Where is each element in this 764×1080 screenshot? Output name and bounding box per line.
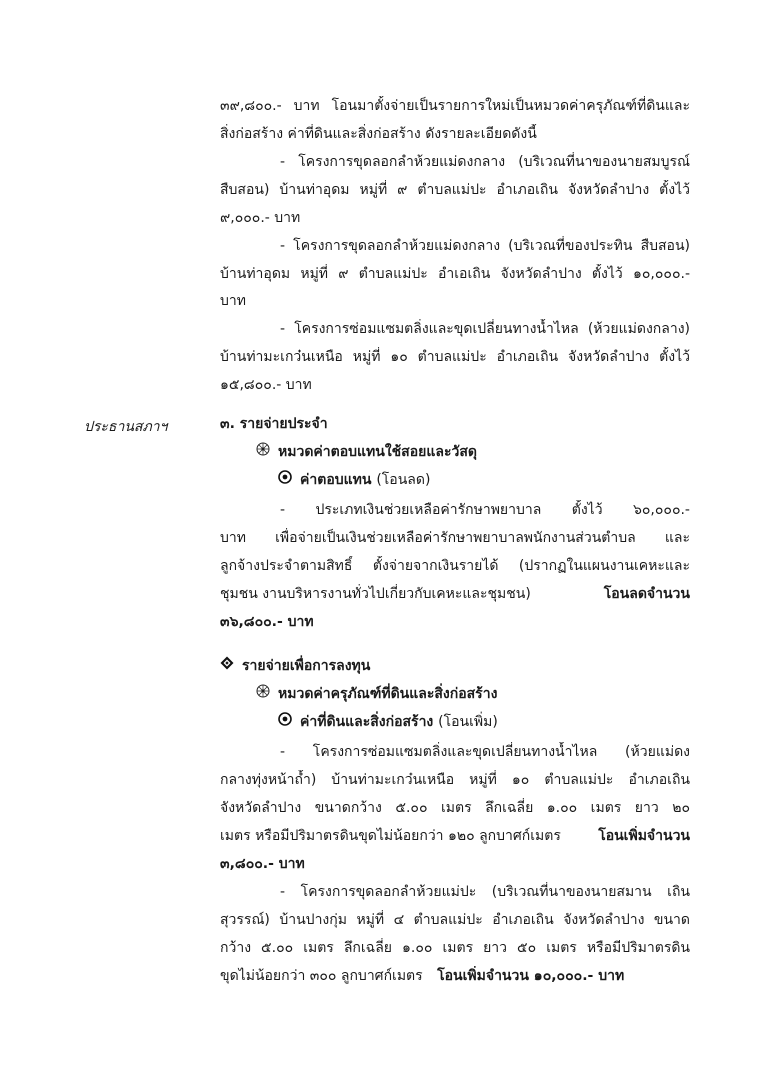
text-line: - โครงการซ่อมแซมตลิ่งและขุดเปลี่ยนทางน้ำไหล (ห้วยแม่ดง bbox=[280, 744, 690, 760]
category-heading bbox=[256, 442, 477, 462]
text-line: ๓๙,๘๐๐.- บาท โอนมาตั้งจ่ายเป็นรายการใหม่เป็นหมวดค่าครุภัณฑ์ที่ดินและ bbox=[220, 98, 690, 114]
text-line: - ประเภทเงินช่วยเหลือค่ารักษาพยาบาล ตั้งไว้ ๖๐,๐๐๐.- bbox=[280, 502, 690, 518]
text-line: ๙,๐๐๐.- บาท bbox=[220, 210, 301, 226]
text-segment: ชุมชน งานบริหารงานทั่วไปเกี่ยวกับเคหะและชุมชน) bbox=[220, 586, 531, 602]
text-line: สุวรรณ์) บ้านปางกุ่ม หมู่ที่ ๔ ตำบลแม่ปะ อำเภอเถิน จังหวัดลำปาง ขนาด bbox=[220, 912, 690, 928]
diamond-icon bbox=[220, 656, 234, 676]
text-line bbox=[220, 966, 690, 986]
text-line bbox=[220, 584, 690, 604]
text-line: สืบสอน) บ้านท่าอุดม หมู่ที่ ๙ ตำบลแม่ปะ อำเภอเถิน จังหวัดลำปาง ตั้งไว้ bbox=[220, 182, 690, 198]
category-heading bbox=[256, 684, 497, 704]
text-segment: เมตร หรือมีปริมาตรดินขุดไม่น้อยกว่า ๑๒๐ ลูกบาศก์เมตร bbox=[220, 828, 561, 844]
flower-icon bbox=[256, 684, 270, 704]
text-line: - โครงการขุดลอกลำห้วยแม่ปะ (บริเวณที่นาของนายสมาน เถิน bbox=[280, 884, 690, 900]
subcategory-heading-text: ค่าตอบแทน bbox=[300, 472, 372, 488]
sidebar-label: ประธานสภาฯ bbox=[84, 419, 168, 435]
text-line: กว้าง ๕.๐๐ เมตร ลึกเฉลี่ย ๑.๐๐ เมตร ยาว ๕๐ เมตร หรือมีปริมาตรดิน bbox=[220, 940, 690, 956]
transfer-amount-label: โอนเพิ่มจำนวน bbox=[598, 828, 690, 844]
text-line: บ้านท่ามะเกว๋นเหนือ หมู่ที่ ๑๐ ตำบลแม่ปะ อำเภอเถิน จังหวัดลำปาง ตั้งไว้ bbox=[220, 349, 690, 365]
text-line: กลางทุ่งหน้าถ้ำ) บ้านท่ามะเกว๋นเหนือ หมู่ที่ ๑๐ ตำบลแม่ปะ อำเภอเถิน bbox=[220, 772, 690, 788]
subcategory-heading-text: ค่าที่ดินและสิ่งก่อสร้าง bbox=[300, 714, 434, 730]
text-line: - โครงการขุดลอกลำห้วยแม่ดงกลาง (บริเวณที่ของประทิน สืบสอน) bbox=[280, 238, 690, 254]
text-line: จังหวัดลำปาง ขนาดกว้าง ๕.๐๐ เมตร ลึกเฉลี่ย ๑.๐๐ เมตร ยาว ๒๐ bbox=[220, 800, 690, 816]
subcategory-heading bbox=[278, 712, 498, 732]
text-line: บาท เพื่อจ่ายเป็นเงินช่วยเหลือค่ารักษาพยาบาลพนักงานส่วนตำบล และ bbox=[220, 530, 690, 546]
text-line: - โครงการขุดลอกลำห้วยแม่ดงกลาง (บริเวณที่นาของนายสมบูรณ์ bbox=[280, 154, 690, 170]
transfer-amount: โอนเพิ่มจำนวน ๑๐,๐๐๐.- บาท bbox=[437, 968, 625, 984]
subcategory-heading bbox=[278, 470, 430, 490]
section-heading bbox=[220, 656, 370, 676]
transfer-amount-label: โอนลดจำนวน bbox=[603, 586, 690, 602]
transfer-amount: ๓๖,๘๐๐.- บาท bbox=[220, 614, 314, 630]
target-icon bbox=[278, 712, 292, 732]
text-segment: ขุดไม่น้อยกว่า ๓๐๐ ลูกบาศก์เมตร bbox=[220, 968, 423, 984]
flower-icon bbox=[256, 442, 270, 462]
text-line: ๑๕,๘๐๐.- บาท bbox=[220, 377, 312, 393]
text-line: บาท bbox=[220, 293, 246, 309]
text-line bbox=[220, 826, 690, 846]
subcategory-heading-suffix: (โอนเพิ่ม) bbox=[438, 714, 498, 730]
subcategory-heading-suffix: (โอนลด) bbox=[376, 472, 431, 488]
text-line: บ้านท่าอุดม หมู่ที่ ๙ ตำบลแม่ปะ อำเอเถิน จังหวัดลำปาง ตั้งไว้ ๑๐,๐๐๐.- bbox=[220, 266, 690, 282]
section-heading-text: รายจ่ายเพื่อการลงทุน bbox=[242, 658, 371, 674]
transfer-amount: ๓,๘๐๐.- บาท bbox=[220, 856, 305, 872]
text-line: สิ่งก่อสร้าง ค่าที่ดินและสิ่งก่อสร้าง ดังรายละเอียดดังนี้ bbox=[220, 126, 537, 142]
target-icon bbox=[278, 470, 292, 490]
category-heading-text: หมวดค่าตอบแทนใช้สอยและวัสดุ bbox=[278, 444, 477, 460]
section-heading: ๓. รายจ่ายประจำ bbox=[220, 416, 328, 432]
category-heading-text: หมวดค่าครุภัณฑ์ที่ดินและสิ่งก่อสร้าง bbox=[278, 686, 498, 702]
text-line: - โครงการซ่อมแซมตลิ่งและขุดเปลี่ยนทางน้ำไหล (ห้วยแม่ดงกลาง) bbox=[280, 321, 690, 337]
text-line: ลูกจ้างประจำตามสิทธิ์ ตั้งจ่ายจากเงินรายได้ (ปรากฏในแผนงานเคหะและ bbox=[220, 558, 690, 574]
